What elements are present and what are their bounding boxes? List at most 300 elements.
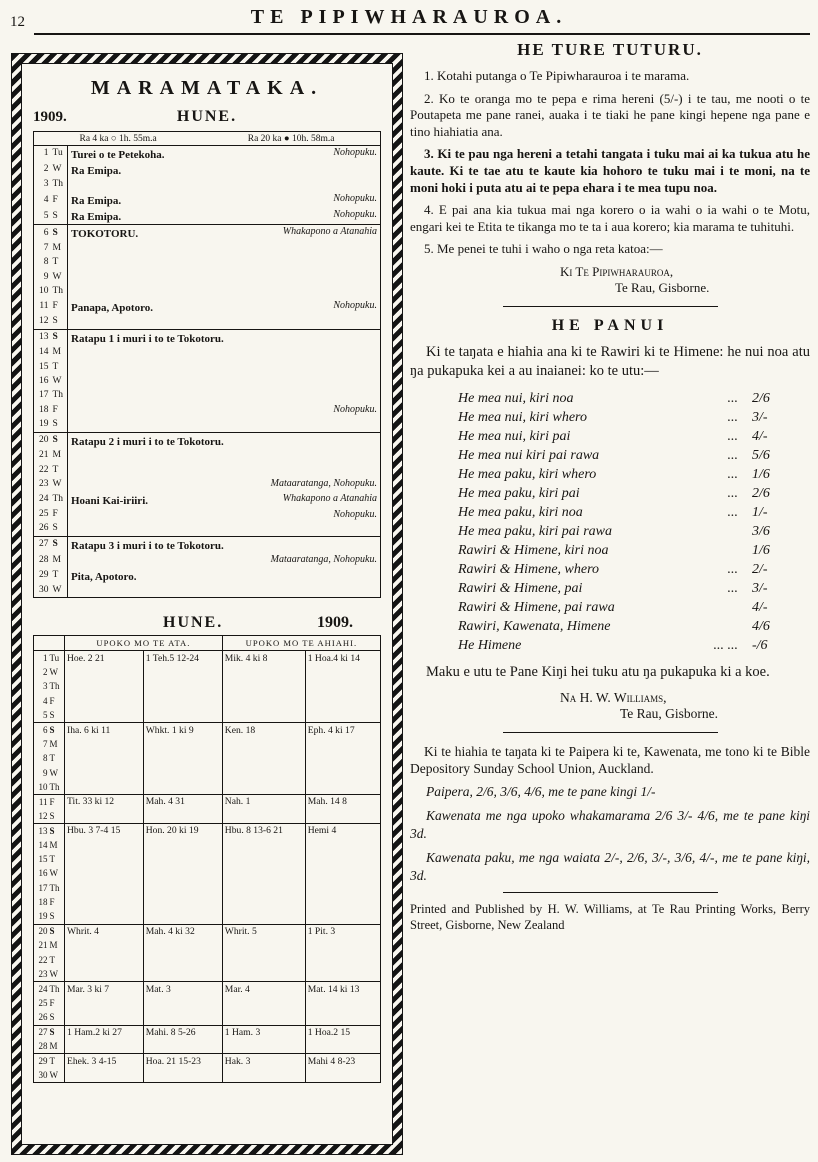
price-item-dots: ... (727, 428, 738, 444)
price-item-price: 2/- (752, 561, 768, 577)
reading-cell-3 (222, 852, 305, 866)
reading-cell-1 (65, 665, 144, 679)
price-list-item (458, 579, 784, 598)
reading-cell-4: 1 Pit. 3 (305, 924, 380, 938)
reading-cell-3 (222, 752, 305, 766)
day-number: 24 (34, 982, 48, 996)
day-letter: Th (49, 781, 60, 792)
day-letter: F (49, 695, 55, 706)
reading-cell-4 (305, 737, 380, 751)
reading-cell-3 (222, 881, 305, 895)
reading-cell-3 (222, 896, 305, 910)
lectionary-row (34, 881, 381, 895)
day-letter: W (49, 1069, 58, 1080)
day-cell (68, 568, 381, 584)
day-cell (68, 449, 381, 463)
reading-cell-2 (143, 737, 222, 751)
price-item-dots: ... ... (713, 637, 738, 653)
price-list-item (458, 598, 784, 617)
reading-cell-1: Tit. 33 ki 12 (65, 795, 144, 809)
day-cell (68, 329, 381, 346)
panui-title: HE PANUI (551, 316, 669, 334)
reading-cell-2 (143, 752, 222, 766)
reading-cell-4 (305, 968, 380, 982)
reading-cell-2 (143, 838, 222, 852)
reading-cell-1 (65, 881, 144, 895)
day-cell (68, 270, 381, 284)
day-number: 6 (34, 225, 50, 242)
day-letter: M (50, 553, 68, 567)
reading-cell-4: Mah. 14 8 (305, 795, 380, 809)
reading-cell-4 (305, 665, 380, 679)
reading-cell-1 (65, 737, 144, 751)
reading-cell-3: Mar. 4 (222, 982, 305, 996)
reading-cell-2 (143, 953, 222, 967)
calendar-day-row (34, 522, 381, 536)
day-number: 4 (43, 194, 49, 205)
day-letter: S (49, 911, 55, 922)
day-number: 11 (39, 301, 49, 312)
reading-cell-2 (143, 665, 222, 679)
lectionary-row (34, 665, 381, 679)
lectionary-row (34, 1025, 381, 1039)
day-cell (68, 346, 381, 360)
reading-cell-1 (65, 780, 144, 794)
price-list-item (458, 484, 784, 503)
signature-place: Te Rau, Gisborne. (620, 705, 719, 721)
imprint-text: Printed and Published by H. W. Williams, at Te Rau Printing Works, Berry Street, Gisborne, New Zealand (410, 902, 810, 933)
reading-cell-4 (305, 780, 380, 794)
price-item-price: 4/- (752, 428, 768, 444)
price-item-dots: ... (727, 447, 738, 463)
section-divider-2 (503, 732, 718, 733)
day-letter: F (49, 897, 55, 908)
day-letter: W (50, 162, 68, 178)
day-number: 25 (39, 509, 49, 520)
price-item-label: He mea paku, kiri pai (458, 485, 580, 501)
day-number: 28 (39, 554, 49, 565)
reading-cell-2 (143, 780, 222, 794)
calendar-day-row (34, 449, 381, 463)
price-list-item (458, 503, 784, 522)
day-note: Whakapono a Atanahia (282, 226, 377, 238)
day-letter: T (50, 568, 68, 584)
reading-cell-3 (222, 953, 305, 967)
day-number: 7 (43, 242, 49, 253)
reading-cell-3: Whrit. 5 (222, 924, 305, 938)
reading-cell-2 (143, 910, 222, 924)
calendar-day-row (34, 329, 381, 346)
calendar-day-row (34, 375, 381, 389)
reading-cell-1: Hbu. 3 7-4 15 (65, 824, 144, 838)
day-entry: Turei o te Petekoha. (71, 149, 165, 161)
reading-cell-3 (222, 809, 305, 823)
day-number: 4 (43, 695, 48, 706)
reading-cell-1: Mar. 3 ki 7 (65, 982, 144, 996)
day-number: 20 (34, 432, 50, 449)
lectionary-row (34, 953, 381, 967)
calendar-day-row (34, 568, 381, 584)
reading-cell-2 (143, 708, 222, 722)
day-entry: Ratapu 1 i muri i to te Tokotoru. (71, 332, 224, 345)
day-number: 15 (38, 854, 48, 865)
day-letter: W (50, 270, 68, 284)
price-item-price: 5/6 (752, 447, 770, 463)
lectionary-row (34, 809, 381, 823)
reading-cell-3: Ken. 18 (222, 723, 305, 737)
day-letter: F (48, 795, 65, 809)
day-letter: S (48, 924, 65, 938)
reading-cell-3 (222, 838, 305, 852)
day-cell (68, 477, 381, 491)
reading-cell-2: Hon. 20 ki 19 (143, 824, 222, 838)
day-letter: S (50, 537, 68, 554)
reading-cell-4 (305, 852, 380, 866)
reading-cell-1: Hoe. 2 21 (65, 651, 144, 665)
day-letter: S (48, 723, 65, 737)
calendar-title: MARAMATAKA. (90, 77, 324, 99)
bible-item-3: Kawenata paku, me nga waiata 2/-, 2/6, 3/-, 3/6, 4/-, me te pane kiŋi, 3d. (410, 850, 810, 883)
day-number: 12 (39, 316, 49, 327)
lectionary-row (34, 752, 381, 766)
reading-cell-4 (305, 766, 380, 780)
day-number: 17 (38, 882, 48, 893)
day-letter: Th (48, 982, 65, 996)
calendar-day-row (34, 270, 381, 284)
day-cell (68, 537, 381, 554)
day-letter: F (49, 997, 55, 1008)
day-cell (68, 208, 381, 225)
day-letter: S (49, 1012, 55, 1023)
calendar-day-row (34, 584, 381, 598)
day-number: 15 (39, 361, 49, 372)
reading-cell-2: 1 Teh.5 12-24 (143, 651, 222, 665)
reading-cell-1 (65, 896, 144, 910)
lectionary-row (34, 780, 381, 794)
day-letter: F (50, 403, 68, 417)
day-number: 5 (43, 210, 49, 221)
reading-cell-3: Mik. 4 ki 8 (222, 651, 305, 665)
reading-cell-2 (143, 852, 222, 866)
price-list-item (458, 541, 784, 560)
calendar-day-row (34, 241, 381, 255)
calendar-day-row (34, 225, 381, 242)
rules-title: HE TURE TUTURU. (517, 40, 703, 59)
calendar-table (33, 145, 381, 598)
day-letter: F (50, 192, 68, 208)
price-item-label: Rawiri & Himene, pai rawa (458, 599, 615, 615)
calendar-day-row (34, 178, 381, 192)
lectionary-row (34, 795, 381, 809)
reading-cell-2 (143, 809, 222, 823)
price-item-dots (609, 541, 753, 560)
postal-address-line-2: Te Rau, Gisborne. (615, 279, 710, 295)
price-item-label: He mea nui kiri pai rawa (458, 447, 600, 463)
rule-paragraph-4: 4. E pai ana kia tukua mai nga korero o ia wahi o ia wahi o te Motu, engari kei te Etita te tikanga mo te ta i aua korero; kia marama te tuhituhi. (410, 202, 810, 234)
day-cell (68, 375, 381, 389)
reading-cell-4 (305, 881, 380, 895)
day-note: Nohopuku. (333, 299, 377, 311)
day-letter: Th (50, 285, 68, 299)
price-item-label: He mea paku, kiri pai rawa (458, 523, 612, 539)
reading-cell-4 (305, 708, 380, 722)
day-cell (68, 256, 381, 270)
reading-cell-4 (305, 896, 380, 910)
day-number: 3 (43, 179, 49, 190)
day-letter: S (50, 522, 68, 536)
calendar-day-row (34, 537, 381, 554)
reading-cell-4 (305, 939, 380, 953)
reading-cell-4: 1 Hoa.2 15 (305, 1025, 380, 1039)
reading-cell-2: Mah. 4 31 (143, 795, 222, 809)
day-number: 14 (39, 347, 49, 358)
lectionary-row (34, 867, 381, 881)
moon-phase-second: Ra 20 ka ● 10h. 58m.a (247, 134, 335, 144)
reading-cell-3 (222, 708, 305, 722)
day-letter: Th (49, 882, 60, 893)
price-item-price: 2/6 (752, 485, 770, 501)
day-cell (68, 225, 381, 242)
day-number: 19 (38, 911, 48, 922)
day-number: 18 (39, 404, 49, 415)
reading-cell-2: Whkt. 1 ki 9 (143, 723, 222, 737)
day-letter: M (49, 1040, 58, 1051)
lectionary-row (34, 852, 381, 866)
day-entry: TOKOTORU. (71, 228, 139, 241)
day-number: 28 (38, 1040, 48, 1051)
reading-cell-2 (143, 680, 222, 694)
price-item-label: He mea paku, kiri whero (458, 466, 597, 482)
reading-cell-4: Mahi 4 8-23 (305, 1054, 380, 1068)
day-letter: T (50, 256, 68, 270)
calendar-day-row (34, 346, 381, 360)
calendar-day-row (34, 146, 381, 163)
bible-item-2: Kawenata me nga upoko whakamarama 2/6 3/- 4/6, me te pane kiŋi 3d. (410, 808, 810, 841)
day-letter: T (50, 360, 68, 374)
day-cell (68, 192, 381, 208)
lectionary-morning-header: UPOKO MO TE ATA. (65, 636, 223, 651)
reading-cell-1 (65, 694, 144, 708)
day-cell (68, 162, 381, 178)
reading-cell-3 (222, 910, 305, 924)
lectionary-row (34, 996, 381, 1010)
lectionary-row (34, 910, 381, 924)
reading-cell-3 (222, 1068, 305, 1082)
price-item-label: He mea nui, kiri whero (458, 409, 587, 425)
calendar-day-row (34, 492, 381, 508)
calendar-day-row (34, 162, 381, 178)
day-number: 8 (43, 753, 48, 764)
day-letter: Th (50, 492, 68, 508)
calendar-day-row (34, 256, 381, 270)
day-entry: Ra Emipa. (71, 195, 122, 208)
day-number: 8 (43, 257, 49, 268)
reading-cell-2: Mah. 4 ki 32 (143, 924, 222, 938)
reading-cell-3 (222, 766, 305, 780)
reading-cell-3 (222, 694, 305, 708)
day-letter: S (50, 418, 68, 432)
reading-cell-3 (222, 968, 305, 982)
reading-cell-4 (305, 809, 380, 823)
reading-cell-2 (143, 881, 222, 895)
reading-cell-1: Whrit. 4 (65, 924, 144, 938)
day-entry: Pita, Apotoro. (71, 570, 137, 583)
price-item-price: 3/- (752, 580, 768, 596)
reading-cell-1 (65, 939, 144, 953)
day-entry: Hoani Kai-iriiri. (71, 494, 148, 507)
day-letter: W (50, 477, 68, 491)
reading-cell-4: Hemi 4 (305, 824, 380, 838)
day-cell (68, 285, 381, 299)
price-item-label: He mea paku, kiri noa (458, 504, 583, 520)
reading-cell-2 (143, 996, 222, 1010)
reading-cell-2: Mat. 3 (143, 982, 222, 996)
calendar-day-row (34, 403, 381, 417)
price-item-label: He Himene (458, 637, 522, 653)
day-letter: Th (50, 389, 68, 403)
price-item-price: 4/- (752, 599, 768, 615)
reading-cell-2 (143, 896, 222, 910)
signature-name: Na H. W. Williams, (560, 689, 667, 705)
bible-intro: Ki te hiahia te taŋata ki te Paipera ki te, Kawenata, me tono ki te Bible Depository Sunday School Union, Auckland. (410, 743, 810, 776)
calendar-day-row (34, 508, 381, 522)
day-number: 1 (34, 651, 48, 665)
price-item-dots: ... (727, 580, 738, 596)
lectionary-table (33, 635, 381, 1083)
day-number: 19 (39, 418, 49, 429)
day-letter: S (48, 824, 65, 838)
price-item-label: Rawiri & Himene, whero (458, 561, 600, 577)
reading-cell-1 (65, 680, 144, 694)
price-item-label: Rawiri, Kawenata, Himene (458, 618, 611, 634)
day-number: 9 (43, 767, 48, 778)
day-number: 29 (39, 569, 49, 580)
day-letter: S (50, 208, 68, 225)
calendar-day-row (34, 553, 381, 567)
day-number: 21 (38, 940, 48, 951)
lectionary-row (34, 896, 381, 910)
day-letter: W (49, 968, 58, 979)
reading-cell-1 (65, 809, 144, 823)
calendar-day-row (34, 418, 381, 432)
day-letter: M (50, 241, 68, 255)
reading-cell-4 (305, 694, 380, 708)
lectionary-row (34, 1054, 381, 1068)
day-note: Whakapono a Atanahia (282, 492, 377, 504)
reading-cell-1 (65, 996, 144, 1010)
bible-item-1: Paipera, 2/6, 3/6, 4/6, me te pane kingi 1/- (426, 783, 656, 799)
price-item-price: 3/- (752, 409, 768, 425)
price-item-dots (612, 522, 752, 541)
reading-cell-4: Eph. 4 ki 17 (305, 723, 380, 737)
reading-cell-4 (305, 838, 380, 852)
day-cell (68, 403, 381, 417)
reading-cell-4 (305, 1039, 380, 1053)
day-number: 21 (39, 450, 49, 461)
price-list-item (458, 465, 784, 484)
day-entry: Ratapu 3 i muri i to te Tokotoru. (71, 540, 224, 553)
lectionary-row (34, 651, 381, 665)
lectionary-year: 1909. (317, 614, 353, 632)
calendar-day-row (34, 477, 381, 491)
reading-cell-3 (222, 867, 305, 881)
day-entry: Panapa, Apotoro. (71, 301, 154, 314)
postal-address-line-1: Ki Te Pipiwharauroa, (560, 263, 674, 279)
calendar-day-row (34, 192, 381, 208)
reading-cell-2: Mahi. 8 5-26 (143, 1025, 222, 1039)
day-number: 2 (43, 667, 48, 677)
reading-cell-3 (222, 939, 305, 953)
day-cell (68, 584, 381, 598)
lectionary-header (33, 614, 381, 632)
reading-cell-2 (143, 867, 222, 881)
reading-cell-2: Hoa. 21 15-23 (143, 1054, 222, 1068)
lectionary-row (34, 939, 381, 953)
reading-cell-4: 1 Hoa.4 ki 14 (305, 651, 380, 665)
day-letter: S (50, 329, 68, 346)
rule-paragraph-3: 3. Ki te pau nga hereni a tetahi tangata i tuku mai ai ka tukua atu he kaute. Ki te tae atu te kaute kia hohoro te tuku mai i te moni, na te moni hoki i puta atu ai te pepa ehara i te mea tupu noa. (410, 146, 810, 195)
reading-cell-4 (305, 867, 380, 881)
day-number: 23 (38, 968, 48, 979)
calendar-day-row (34, 389, 381, 403)
day-number: 10 (38, 781, 48, 792)
day-number: 18 (38, 897, 48, 908)
price-list-item (458, 522, 784, 541)
lectionary-row (34, 694, 381, 708)
calendar-day-row (34, 360, 381, 374)
lectionary-row (34, 824, 381, 838)
section-divider (503, 306, 718, 307)
day-letter: W (49, 868, 58, 879)
panui-intro: Ki te taŋata e hiahia ana ki te Rawiri ki te Himene: he nui noa atu ŋa pukapuka kei a au inaianei: ko te utu:— (410, 343, 810, 379)
price-item-label: Rawiri & Himene, pai (458, 580, 583, 596)
calendar-year: 1909. (33, 109, 67, 125)
day-number: 20 (34, 924, 48, 938)
day-letter: W (50, 375, 68, 389)
day-cell (68, 146, 381, 163)
day-note: Nohopuku. (333, 404, 377, 416)
calendar-subheader (33, 108, 381, 126)
day-letter: T (48, 1054, 65, 1068)
moon-phase-line (33, 131, 381, 145)
price-item-price: 2/6 (752, 390, 770, 406)
reading-cell-3 (222, 1039, 305, 1053)
day-number: 1 (43, 148, 49, 159)
reading-cell-2 (143, 1068, 222, 1082)
day-number: 22 (38, 954, 48, 965)
day-number: 29 (34, 1054, 48, 1068)
reading-cell-4 (305, 752, 380, 766)
day-letter: S (49, 709, 55, 720)
reading-cell-3 (222, 996, 305, 1010)
day-number: 30 (39, 584, 49, 595)
reading-cell-1 (65, 766, 144, 780)
imprint-divider (503, 892, 718, 893)
day-number: 16 (38, 868, 48, 879)
price-list-item (458, 427, 784, 446)
day-cell (68, 418, 381, 432)
day-letter: Th (50, 178, 68, 192)
reading-cell-1 (65, 1068, 144, 1082)
lectionary-row (34, 982, 381, 996)
reading-cell-1: 1 Ham.2 ki 27 (65, 1025, 144, 1039)
day-number: 13 (34, 824, 48, 838)
price-item-dots: ... (727, 504, 738, 520)
day-letter: W (49, 667, 58, 677)
day-number: 26 (38, 1012, 48, 1023)
day-letter: M (49, 839, 58, 850)
rule-paragraph-5: 5. Me penei te tuhi i waho o nga reta katoa:— (424, 241, 663, 257)
